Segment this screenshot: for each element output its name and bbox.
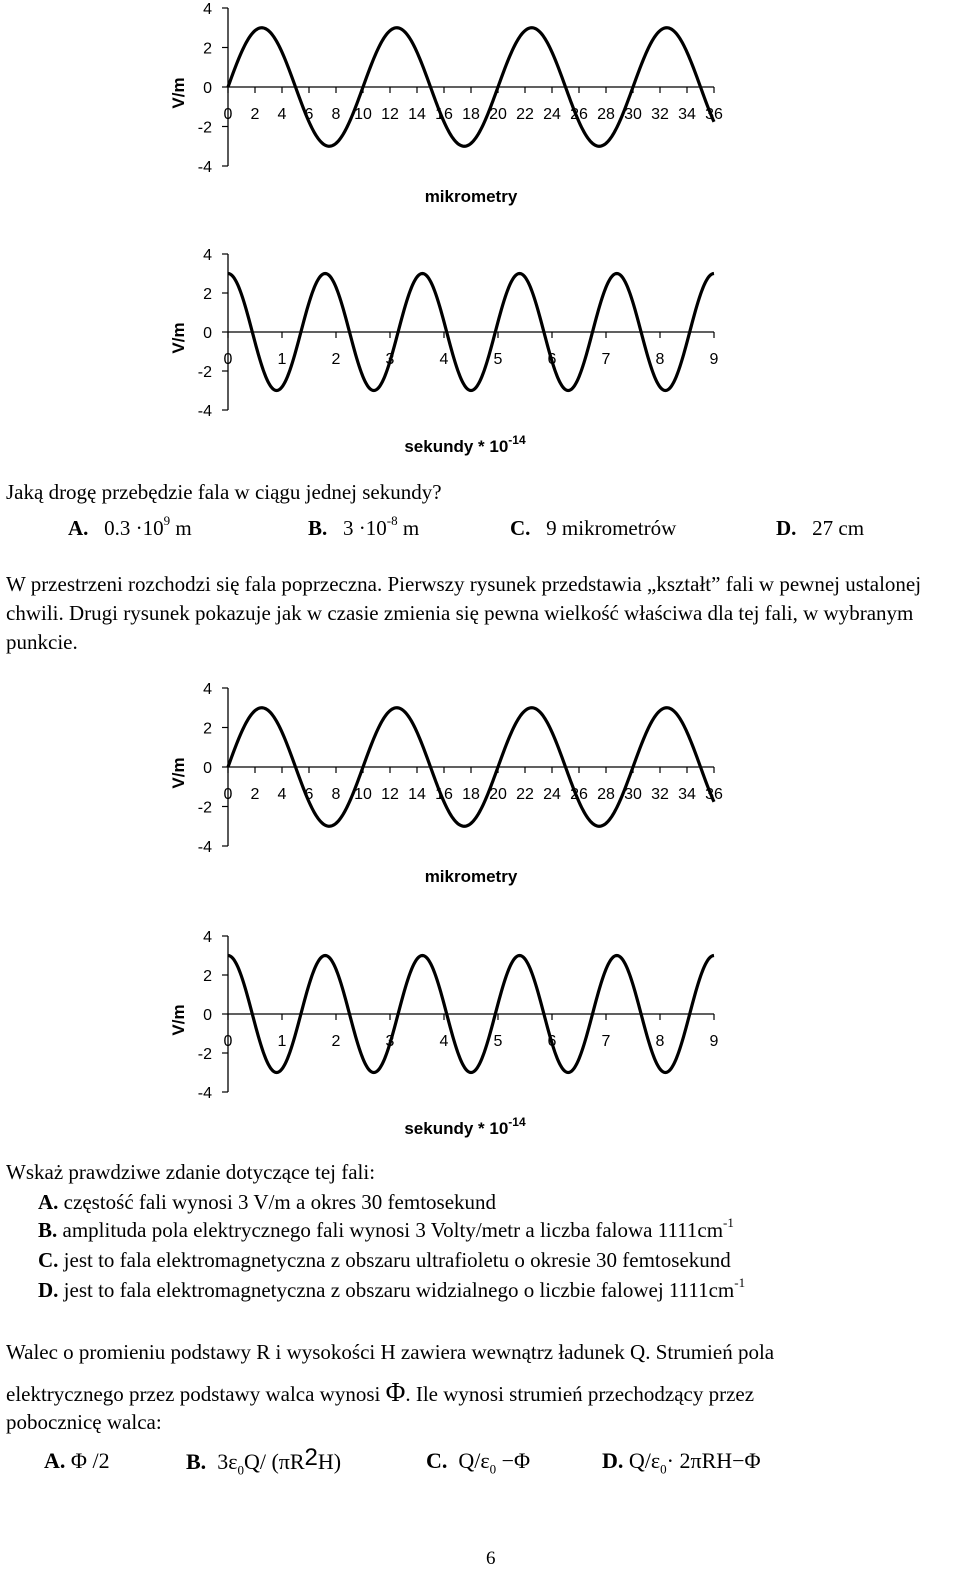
y-tick-label: 0 xyxy=(203,1007,212,1024)
x-tick-label: 20 xyxy=(489,786,507,803)
page-number: 6 xyxy=(486,1548,496,1569)
chart-2-svg xyxy=(160,246,740,466)
x-tick-label: 1 xyxy=(277,351,287,368)
x-tick-label: 36 xyxy=(705,786,723,803)
chart-4-svg xyxy=(160,928,740,1148)
y-tick-label: -2 xyxy=(197,119,212,137)
x-tick-label: 0 xyxy=(223,786,233,803)
y-tick-label: 2 xyxy=(203,968,212,985)
q1-question: Jaką drogę przebędzie fala w ciągu jednej sekundy? xyxy=(6,480,442,504)
x-tick-label: 36 xyxy=(705,106,723,123)
x-tick-label: 4 xyxy=(439,1033,449,1050)
x-tick-label: 28 xyxy=(597,786,615,803)
q2-intro: W przestrzeni rozchodzi się fala poprzeczna. Pierwszy rysunek przedstawia „kształt” fali w pewnej ustalonej chwili. Drugi rysunek pokazuje jak w czasie zmienia się pewna wielkość właściwa dla tej fali, w wybranym punkcie. xyxy=(6,572,922,654)
x-tick-label: 14 xyxy=(408,106,426,123)
y-tick-label: 4 xyxy=(203,929,212,946)
x-tick-label: 5 xyxy=(493,1033,503,1050)
x-tick-label: 18 xyxy=(462,106,480,123)
x-tick-label: 2 xyxy=(331,351,341,368)
x-tick-label: 6 xyxy=(547,1033,557,1050)
q2-option-c[interactable]: C. jest to fala elektromagnetyczna z obszaru ultrafioletu o okresie 30 femtosekund xyxy=(38,1248,731,1272)
x-tick-label: 2 xyxy=(250,786,260,803)
y-tick-label: 0 xyxy=(203,325,212,342)
y-tick-label: -2 xyxy=(197,1046,212,1063)
x-tick-label: 32 xyxy=(651,786,669,803)
q1-option-c[interactable]: C. 9 mikrometrów xyxy=(510,516,677,540)
y-tick-label: 4 xyxy=(203,247,212,264)
x-tick-label: 7 xyxy=(601,351,611,368)
q2-option-a[interactable]: A. częstość fali wynosi 3 V/m a okres 30 femtosekund xyxy=(38,1190,497,1214)
y-tick-label: -4 xyxy=(197,159,212,176)
x-axis-label: sekundy * $10^{-14}$ xyxy=(404,1115,526,1138)
y-tick-label: 2 xyxy=(203,720,212,738)
q3-line-1: Walec o promieniu podstawy R i wysokości H zawiera wewnątrz ładunek Q. Strumień pola xyxy=(6,1340,775,1364)
y-tick-label: -2 xyxy=(197,799,212,817)
q3-option-b[interactable]: B. $3\varepsilon_0Q/$ (πR2H) xyxy=(186,1444,342,1478)
x-tick-label: 3 xyxy=(385,351,395,368)
x-axis-label: sekundy * $10^{-14}$ xyxy=(404,433,526,456)
y-tick-label: 4 xyxy=(203,681,212,698)
x-axis-label: mikrometry xyxy=(424,867,518,886)
x-tick-label: 22 xyxy=(516,786,534,803)
x-tick-label: 2 xyxy=(331,1033,341,1050)
x-tick-label: 26 xyxy=(570,786,588,803)
x-tick-label: 1 xyxy=(277,1033,287,1050)
q2-option-d[interactable]: D. jest to fala elektromagnetyczna z obszaru widzialnego o liczbie falowej $1111cm^{-1}$ xyxy=(38,1275,746,1302)
q1-options xyxy=(68,513,865,543)
y-tick-label: -4 xyxy=(197,839,212,856)
x-tick-label: 30 xyxy=(624,786,642,803)
y-tick-label: 2 xyxy=(203,40,212,58)
y-tick-label: -2 xyxy=(197,364,212,381)
x-tick-label: 32 xyxy=(651,106,669,123)
q1-option-b[interactable]: B. $3 \cdot 10^{-8}$ m xyxy=(308,513,420,540)
x-axis-label: mikrometry xyxy=(424,187,518,206)
x-tick-label: 8 xyxy=(655,351,665,368)
wave-time-chart-1 xyxy=(160,246,740,486)
phi-symbol: Φ xyxy=(385,1377,406,1407)
x-tick-label: 16 xyxy=(435,106,453,123)
x-tick-label: 24 xyxy=(543,786,561,803)
x-tick-label: 10 xyxy=(354,106,372,123)
x-tick-label: 9 xyxy=(709,351,719,368)
x-tick-label: 10 xyxy=(354,786,372,803)
x-tick-label: 0 xyxy=(223,106,233,123)
x-tick-label: 12 xyxy=(381,106,399,123)
x-tick-label: 5 xyxy=(493,351,503,368)
x-tick-label: 34 xyxy=(678,106,696,123)
x-tick-label: 22 xyxy=(516,106,534,123)
wave-time-chart-2 xyxy=(160,928,740,1168)
x-tick-label: 8 xyxy=(331,786,341,803)
q3-line-3: pobocznicę walca: xyxy=(6,1410,162,1434)
x-tick-label: 20 xyxy=(489,106,507,123)
y-tick-label: -4 xyxy=(197,1085,212,1102)
x-tick-label: 30 xyxy=(624,106,642,123)
x-tick-label: 8 xyxy=(655,1033,665,1050)
q3-option-c[interactable]: C. $Q/\varepsilon_0 -\Phi$ xyxy=(426,1448,531,1477)
x-tick-label: 2 xyxy=(250,106,260,123)
y-tick-label: 0 xyxy=(203,80,212,97)
x-tick-label: 0 xyxy=(223,1033,233,1050)
wave-shape-chart-2 xyxy=(160,680,740,920)
x-tick-label: 6 xyxy=(547,351,557,368)
chart-1-svg xyxy=(160,0,740,240)
x-tick-label: 4 xyxy=(439,351,449,368)
y-axis-label: V/m xyxy=(169,77,188,109)
x-tick-label: 6 xyxy=(304,786,314,803)
q1-option-a[interactable]: A. $0.3 \cdot 10^9$ m xyxy=(68,513,192,540)
x-tick-label: 6 xyxy=(304,106,314,123)
wave-shape-chart-1 xyxy=(160,0,740,240)
x-tick-label: 34 xyxy=(678,786,696,803)
q2-question: Wskaż prawdziwe zdanie dotyczące tej fali: xyxy=(6,1160,376,1184)
q1-option-d[interactable]: D. 27 cm xyxy=(776,516,865,540)
q2-option-b[interactable]: B. amplituda pola elektrycznego fali wynosi 3 Volty/metr a liczba falowa $1111cm^{-1}$ xyxy=(38,1215,734,1242)
y-axis-label: V/m xyxy=(169,1004,188,1036)
x-tick-label: 4 xyxy=(277,786,287,803)
x-tick-label: 8 xyxy=(331,106,341,123)
x-tick-label: 9 xyxy=(709,1033,719,1050)
x-tick-label: 18 xyxy=(462,786,480,803)
y-tick-label: 2 xyxy=(203,286,212,303)
x-tick-label: 3 xyxy=(385,1033,395,1050)
x-tick-label: 28 xyxy=(597,106,615,123)
y-tick-label: 0 xyxy=(203,760,212,777)
q3-line-2: elektrycznego przez podstawy walca wynosi Φ. Ile wynosi strumień przechodzący przez xyxy=(6,1377,755,1407)
x-tick-label: 4 xyxy=(277,106,287,123)
q3-option-d[interactable]: D. $Q/\varepsilon_0\cdot 2\pi RH-\Phi$ xyxy=(602,1448,761,1477)
x-tick-label: 16 xyxy=(435,786,453,803)
x-tick-label: 24 xyxy=(543,106,561,123)
y-tick-label: 4 xyxy=(203,1,212,18)
y-axis-label: V/m xyxy=(169,322,188,354)
y-axis-label: V/m xyxy=(169,757,188,789)
x-tick-label: 12 xyxy=(381,786,399,803)
x-tick-label: 7 xyxy=(601,1033,611,1050)
chart-3-svg xyxy=(160,680,740,920)
x-tick-label: 0 xyxy=(223,351,233,368)
y-tick-label: -4 xyxy=(197,403,212,420)
x-tick-label: 14 xyxy=(408,786,426,803)
x-tick-label: 26 xyxy=(570,106,588,123)
q3-option-a[interactable]: A. Φ /2 xyxy=(44,1448,110,1473)
